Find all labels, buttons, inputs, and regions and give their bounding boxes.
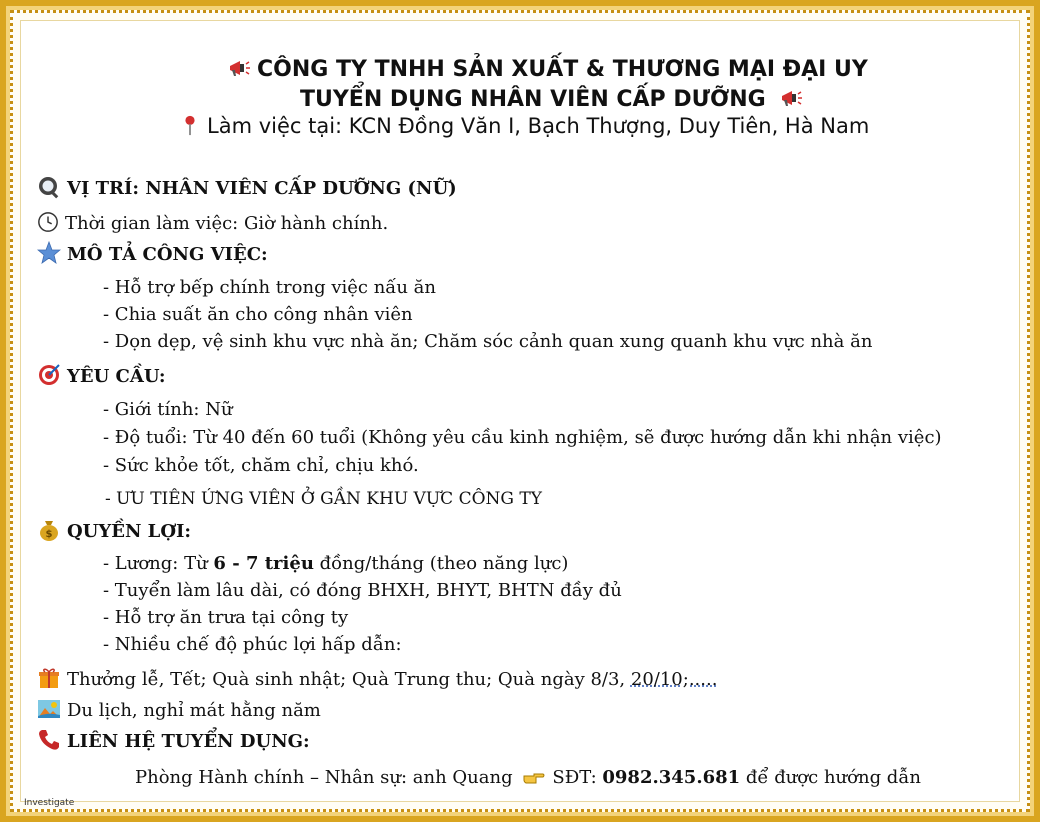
phone-number: 0982.345.681 [602,767,741,788]
gifts-line [37,668,717,692]
travel-line [37,699,321,723]
contact-line [135,766,921,790]
phone-suffix: để được hướng dẫn [740,767,921,788]
pin-icon [179,114,201,136]
contact-dept: Phòng Hành chính – Nhân sự: anh Quang [135,767,513,788]
benefit-item: - Hỗ trợ ăn trưa tại công ty [103,607,349,628]
svg-text:$: $ [45,529,53,540]
contact-heading-line [37,730,310,754]
gifts-prefix: Thưởng lễ, Tết; Quà sinh nhật; Quà Trung thu; Quà ngày 8/3, [67,669,631,690]
clock-icon [37,211,59,233]
benefits-heading-line [37,520,191,544]
salary-line [103,553,568,574]
money-bag-icon [37,518,61,542]
gift-icon [37,666,61,690]
salary-value: 6 - 7 triệu [213,553,314,574]
travel-text: Du lịch, nghỉ mát hằng năm [67,700,321,721]
status-text: Investigate [24,798,75,808]
requirement-item: - Độ tuổi: Từ 40 đến 60 tuổi (Không yêu cầu kinh nghiệm, sẽ được hướng dẫn khi nhận việc) [103,427,942,448]
target-icon [37,363,61,387]
phone-label: SĐT: [552,767,603,788]
requirements-title: YÊU CẦU: [67,366,166,387]
description-title: MÔ TẢ CÔNG VIỆC: [67,244,268,265]
recruit-title-line [300,87,809,112]
job-posting [20,20,1020,802]
location-line [179,114,869,138]
requirements-heading-line [37,365,166,389]
location-text: Làm việc tại: KCN Đồng Văn I, Bạch Thượng, Duy Tiên, Hà Nam [207,114,870,138]
description-heading-line [37,243,268,267]
requirement-item: - Giới tính: Nữ [103,399,233,420]
landscape-icon [37,697,61,721]
pointing-hand-icon [522,764,546,788]
description-item: - Hỗ trợ bếp chính trong việc nấu ăn [103,277,436,298]
gifts-suffix: 20/10;..... [630,669,718,690]
requirement-item-priority: - ƯU TIÊN ỨNG VIÊN Ở GẦN KHU VỰC CÔNG TY [105,489,542,509]
megaphone-icon [227,56,251,80]
contact-title: LIÊN HỆ TUYỂN DỤNG: [67,731,310,752]
phone-icon [37,728,61,752]
hours-text: Thời gian làm việc: Giờ hành chính. [65,213,389,234]
company-title-line [227,57,868,82]
megaphone-icon [779,86,803,110]
hours-line [37,213,388,235]
company-name: CÔNG TY TNHH SẢN XUẤT & THƯƠNG MẠI ĐẠI UY [257,57,868,82]
salary-prefix: - Lương: Từ [103,553,214,574]
recruit-title: TUYỂN DỤNG NHÂN VIÊN CẤP DƯỠNG [300,87,766,112]
description-item: - Dọn dẹp, vệ sinh khu vực nhà ăn; Chăm sóc cảnh quan xung quanh khu vực nhà ăn [103,331,873,352]
benefit-item: - Nhiều chế độ phúc lợi hấp dẫn: [103,634,402,655]
position-title: VỊ TRÍ: NHÂN VIÊN CẤP DƯỠNG (NỮ) [67,178,457,199]
benefits-title: QUYỀN LỢI: [67,521,192,542]
salary-suffix: đồng/tháng (theo năng lực) [313,553,569,574]
position-line [37,177,457,201]
description-item: - Chia suất ăn cho công nhân viên [103,304,413,325]
magnifier-icon [37,175,61,199]
requirement-item: - Sức khỏe tốt, chăm chỉ, chịu khó. [103,455,419,476]
star-icon [37,241,61,265]
benefit-item: - Tuyển làm lâu dài, có đóng BHXH, BHYT, BHTN đầy đủ [103,580,622,601]
